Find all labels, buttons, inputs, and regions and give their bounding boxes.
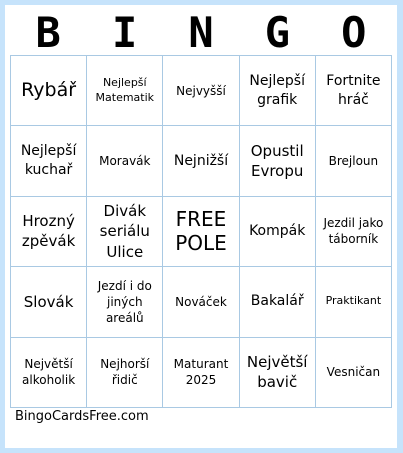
- bingo-cell[interactable]: Opustil Evropu: [240, 126, 316, 196]
- bingo-cell[interactable]: Nejlepší grafik: [240, 56, 316, 126]
- free-space-cell[interactable]: FREE POLE: [163, 197, 239, 267]
- bingo-header: [10, 5, 392, 57]
- bingo-cell[interactable]: Moravák: [87, 126, 163, 196]
- header-letter-b: B: [35, 8, 61, 57]
- bingo-cell[interactable]: Praktikant: [316, 267, 392, 337]
- bingo-cell[interactable]: Maturant 2025: [163, 338, 239, 408]
- bingo-cell[interactable]: Bakalář: [240, 267, 316, 337]
- bingo-cell[interactable]: Fortnite hráč: [316, 56, 392, 126]
- bingo-cell[interactable]: Jezdí i do jiných areálů: [87, 267, 163, 337]
- bingo-cell[interactable]: Největší bavič: [240, 338, 316, 408]
- bingo-cell[interactable]: Kompák: [240, 197, 316, 267]
- bingo-cell[interactable]: Rybář: [11, 56, 87, 126]
- bingo-cell[interactable]: Hrozný zpěvák: [11, 197, 87, 267]
- bingo-cell[interactable]: Nejhorší řidič: [87, 338, 163, 408]
- header-letter-n: N: [188, 8, 214, 57]
- bingo-grid: [10, 55, 392, 408]
- header-letter-i: I: [111, 8, 138, 57]
- bingo-cell[interactable]: Největší alkoholik: [11, 338, 87, 408]
- footer-site-name: BingoCardsFree.com: [15, 409, 149, 424]
- bingo-cell[interactable]: Nejlepší kuchař: [11, 126, 87, 196]
- header-letter-o: O: [341, 8, 367, 57]
- bingo-cell[interactable]: Brejloun: [316, 126, 392, 196]
- bingo-cell[interactable]: Jezdil jako táborník: [316, 197, 392, 267]
- bingo-cell[interactable]: Nejlepší Matematik: [87, 56, 163, 126]
- bingo-cell[interactable]: Nejnižší: [163, 126, 239, 196]
- header-letter-g: G: [264, 8, 291, 57]
- bingo-cell[interactable]: Nejvyšší: [163, 56, 239, 126]
- bingo-cell[interactable]: Slovák: [11, 267, 87, 337]
- bingo-cell[interactable]: Vesničan: [316, 338, 392, 408]
- bingo-cell[interactable]: Divák seriálu Ulice: [87, 197, 163, 267]
- bingo-card: [5, 5, 397, 448]
- bingo-cell[interactable]: Nováček: [163, 267, 239, 337]
